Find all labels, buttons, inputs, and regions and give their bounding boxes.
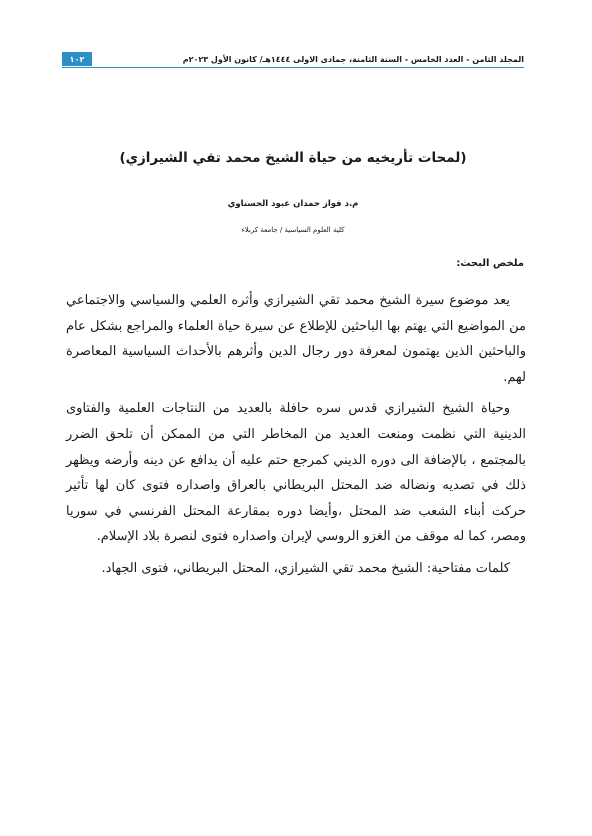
- journal-line: المجلد الثامن - العدد الخامس - السنة الثامنة، جمادى الاولى ١٤٤٤هـ/ كانون الأول ٢٠٢٣م: [182, 54, 524, 64]
- abstract-paragraph-2: وحياة الشيخ الشيرازي قدس سره حافلة بالعديد من النتاجات العلمية والفتاوى الدينية التي نظمت ومنعت العديد من المخاطر التي من الممكن أن تلحق الضرر بالمجتمع ، بالإضافة الى دوره الديني كمرجع حتم عليه أن يدافع عن دينه وأرضه ويظهر ذلك في تصديه ونضاله ضد المحتل البريطاني بالعراق واصداره فتوى كان لها تأثير حركت أبناء الشعب ضد المحتل ،وأيضا دوره بمقارعة المحتل الفرنسي في سوريا ومصر، كما له موقف من الغزو الروسي لإيران واصداره فتوى لنصرة بلاد الإسلام.: [66, 401, 526, 545]
- abstract-paragraph-1: يعد موضوع سيرة الشيخ محمد تقي الشيرازي وأثره العلمي والسياسي والاجتماعي من المواضيع التي يهتم بها الباحثين للإطلاع عن سيرة حياة العلماء والمراجع بشكل عام والباحثين الذين يهتمون لمعرفة دور رجال الدين وأثرهم بالأحداث السياسية المعاصرة لهم.: [66, 293, 526, 385]
- article-title: (لمحات تأريخيه من حياة الشيخ محمد تقي الشيرازي): [119, 150, 467, 166]
- header-rule: [62, 67, 524, 68]
- abstract-body: [66, 288, 526, 588]
- keywords-line: كلمات مفتاحية: الشيخ محمد تقي الشيرازي، المحتل البريطاني، فتوى الجهاد.: [101, 560, 510, 576]
- author-affiliation: كلية العلوم السياسية / جامعة كربلاء: [241, 226, 345, 234]
- author-name: م.د فواز حمدان عبود الحسناوي: [227, 199, 359, 209]
- running-header: [62, 52, 524, 66]
- abstract-heading: ملخص البحث:: [456, 258, 524, 269]
- page-number: ١٠٢: [62, 52, 92, 66]
